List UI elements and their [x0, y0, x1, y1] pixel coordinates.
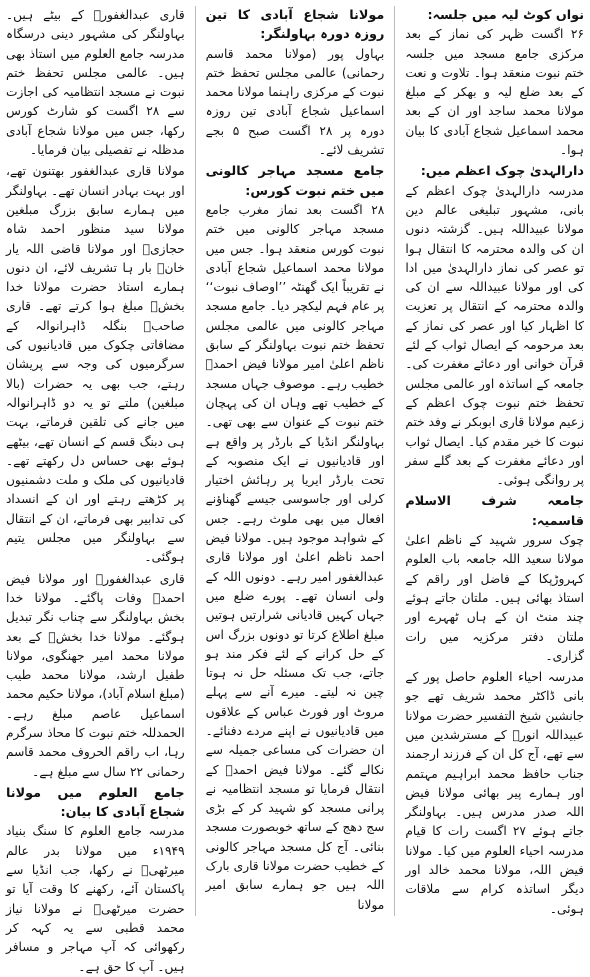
section-heading: جامعہ شرف الاسلام قاسمیہ:: [405, 494, 584, 529]
column-right: [405, 6, 584, 916]
section-heading: دارالہدیٰ چوک اعظم میں:: [420, 164, 584, 180]
article-paragraph: مدرسہ دارالہدیٰ چوک اعظم کے بانی، مشہور تبلیغی عالم دین مولانا عبیداللہ ہیں۔ گزشتہ دنوں ان کی والدہ محترمہ کا انتقال ہوا تو عصر کی نماز دارالہدیٰ میں ادا کی اور مولانا عبیداللہ سے ان کی والدہ محترمہ کے انتقال پر تعزیت کا اظہار کیا اور عصر کی نماز کے بعد مرحومہ کے ایصال ثواب کے لئے قرآن خوانی اور دعائے مغفرت کی۔ جامعہ کے اساتذہ اور عالمی مجلس تحفظ ختم نبوت چوک اعظم کے زعیم مولانا قاری ابوبکر نے وفد ختم نبوت کا خیر مقدم کیا۔ ایصال ثواب اور دعائے مغفرت کے بعد گلے سفر پر روانگی ہوئی۔: [405, 183, 584, 488]
article-paragraph: مدرسہ احیاء العلوم حاصل پور کے بانی ڈاکٹر محمد شریف تھے جو جانشین شیخ التفسیر حضرت مولانا عبیداللہ انورؒ کے مسترشدین میں سے تھے، آج کل ان کے فرزند ارجمند جناب حافظ محمد ابراہیم مہتمم اور ہمارے پیر بھائی مولانا فیض اللہ صدر مدرس ہیں۔ بہاولنگر جاتے ہوئے ۲۷ اگست رات کا قیام مدرسہ احیاء العلوم میں کیا۔ مولانا فیض اللہ، مولانا محمد خالد اور دیگر اساتذہ کرام سے ملاقات ہوئی۔: [405, 670, 584, 916]
column-middle: [206, 6, 385, 916]
section-heading: نواں کوٹ لیہ میں جلسہ:: [427, 8, 584, 23]
column-divider: [394, 6, 395, 916]
article-paragraph: قاری عبدالغفورؒ کے بیٹے ہیں۔ بہاولنگر کی مشہور دینی درسگاہ مدرسہ جامع العلوم میں استاذ بھی ہیں۔ عالمی مجلس تحفظ ختم نبوت نے مسجد انتظامیہ کی اجازت سے ۲۸ اگست کو شارٹ کورس رکھا، جس میں مولانا شجاع آبادی مدظلہ نے تفصیلی بیان فرمایا۔: [5, 8, 185, 158]
article-paragraph: بہاول پور (مولانا محمد قاسم رحمانی) عالمی مجلس تحفظ ختم نبوت کے مرکزی راہنما مولانا محمد اسماعیل شجاع آبادی تین روزہ دورہ پر ۲۸ اگست صبح ۵ بجے تشریف لائے۔: [205, 46, 385, 158]
section-heading: جامع مسجد مہاجر کالونی میں ختم نبوت کورس:: [205, 164, 385, 199]
article-paragraph: مولانا قاری عبدالغفور بھتنون تھے، اور بہت بہادر انسان تھے۔ بہاولنگر میں ہمارے سابق بزرگ مبلغین مولانا سید منظور احمد شاہ حجازیؒ اور مولانا قاضی اللہ یار خانؒ بار ہا تشریف لائے، ان دنوں ہمارے استاذ حضرت مولانا خدا بخشؒ مبلغ ہوا کرتے تھے۔ قاری صاحبؒ بنگلہ ڈاہرانوالہ کے مضافاتی چکوک میں قادیانیوں کی سرگرمیوں کی وجہ سے پریشان رہتے، جب بھی یہ حضرات (بالا مبلغین) ملتے تو یہ دو ڈاہرانوالہ میں جانے کی تلقین فرماتے، بہت ہی دبنگ قسم کے انسان تھے، بیٹھے ہوئے بھی حساس دل رکھتے تھے۔ قادیانیوں کی ملک و ملت دشمنیوں پر کڑھتے رہتے اور ان کے انسداد کی تدابیر بھی فرماتے، ان کے انتقال سے بہاولنگر میں مجلس یتیم ہوگئی۔: [5, 164, 185, 565]
article-paragraph: چوک سرور شہید کے ناظم اعلیٰ مولانا سعید اللہ جامعہ باب العلوم کہروڑپکا کے فاضل اور راقم کے استاذ بھائی ہیں۔ ملتان جاتے ہوئے چند منٹ ان کے ہاں ٹھہرے اور ملتان دفتر مرکزیہ میں رات گزاری۔: [405, 533, 584, 663]
article-paragraph: ۲۸ اگست بعد نماز مغرب جامع مسجد مہاجر کالونی میں ختم نبوت کورس منعقد ہوا۔ جس میں مولانا محمد اسماعیل شجاع آبادی نے تقریباً ایک گھنٹہ ’’اوصاف نبوت‘‘ پر عام فہم لیکچر دیا۔ جامع مسجد مہاجر کالونی میں عالمی مجلس تحفظ ختم نبوت بہاولنگر کے سابق ناظم اعلیٰ امیر مولانا فیض احمدؒ خطیب رہے۔ موصوف جہاں مسجد کے خطیب تھے وہاں ان کی پہچان ختم نبوت کے عنوان سے بھی تھی۔ بہاولنگر انڈیا کے بارڈر پر واقع ہے اور قادیانیوں نے ایک منصوبہ کے تحت بارڈر ایریا پر رہائش اختیار کرلی اور جاسوسی جیسے گھناؤنے افعال میں بھی ملوث رہے۔ جس کے شواہد موجود ہیں۔ مولانا فیض احمد ناظم اعلیٰ اور مولانا قاری عبدالغفور امیر رہے۔ دونوں اللہ کے ولی انسان تھے۔ پورے ضلع میں جہاں کہیں قادیانی شرارتیں ہوتیں مبلغ اطلاع کرتا تو دونوں بزرگ اس کے حل کرانے کے لئے فکر مند ہو جاتے، جب تک مسئلہ حل نہ ہوتا چین نہ لیتے۔ میرے آنے سے پہلے مروٹ اور فورٹ عباس کے علاقوں میں قادیانیوں نے اپنے مردے دفنائے۔ ان حضرات کی مساعی جمیلہ سے نکالے گئے۔ مولانا فیض احمدؒ کے انتقال فرمایا تو مسجد انتظامیہ نے پرانی مسجد کو شہید کر کے بڑی سج دھج کے ساتھ خوبصورت مسجد بنائی۔ آج کل مسجد مہاجر کالونی کے خطیب حضرت مولانا قاری بارک اللہ ہیں جو ہمارے سابق امیر مولانا: [205, 202, 385, 912]
article-paragraph: ۲۶ اگست ظہر کی نماز کے بعد مرکزی جامع مسجد میں جلسہ ختم نبوت منعقد ہوا۔ تلاوت و نعت کے بعد ضلع لیہ و بھکر کے مبلغ مولانا محمد ساجد اور ان کے بعد محمد اسماعیل شجاع آبادی کا بیان ہوا۔: [405, 27, 584, 158]
column-divider: [195, 6, 196, 916]
article-paragraph: مدرسہ جامع العلوم کا سنگ بنیاد ۱۹۴۹ء میں مولانا بدر عالم میرٹھیؒ نے رکھا، جب انڈیا سے پاکستان آئے، رکھنے کا وقت آیا تو حضرت میرٹھیؒ نے مولانا نیاز محمد قطبی سے یہ کہہ کر رکھوائی کہ آپ مہاجر و مسافر ہیں۔ آپ کا حق ہے۔: [5, 824, 185, 974]
section-heading: مولانا شجاع آبادی کا تین روزہ دورہ بہاولنگر:: [205, 8, 385, 43]
article-paragraph: قاری عبدالغفورؒ اور مولانا فیض احمدؒ وفات پاگئے۔ مولانا خدا بخش بہاولنگر سے چناب نگر تبدیل ہوگئے۔ مولانا خدا بخشؒ کے بعد مولانا محمد امیر جھنگوی، مولانا طفیل ارشد، مولانا محمد طیب (مبلغ اسلام آباد)، مولانا حکیم محمد اسماعیل عاصم مبلغ رہے۔ الحمدللہ ختم نبوت کا محاذ سرگرم رہا، اب راقم الحروف محمد قاسم رحمانی ۲۲ سال سے مبلغ ہے۔: [5, 571, 185, 779]
column-left: [5, 6, 185, 974]
section-heading: جامع العلوم میں مولانا شجاع آبادی کا بیان:: [5, 785, 185, 821]
